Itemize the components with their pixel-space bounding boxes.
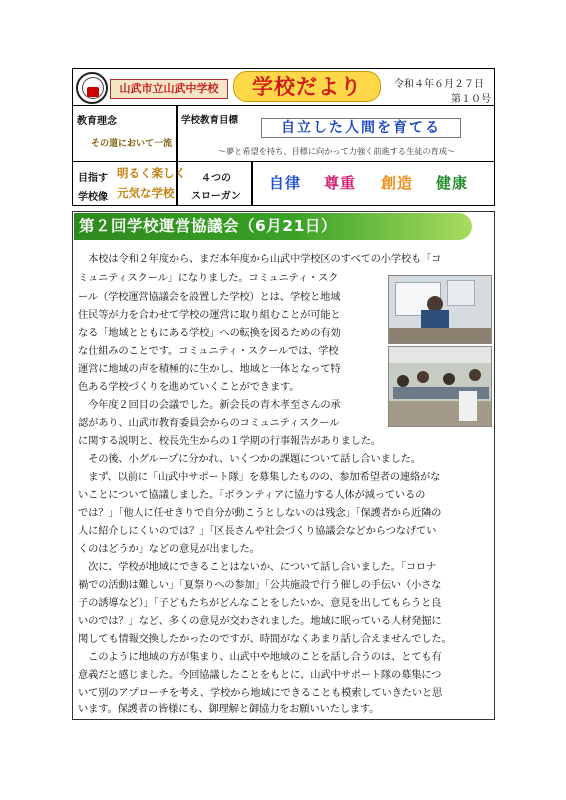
meeting-photo-groups (388, 346, 492, 427)
article-line: 次に、学校が地域にできることはないか、について話し合いました。「コロナ (78, 561, 437, 573)
goal-label: 学校教育目標 (181, 115, 239, 126)
article-line: な仕組みのことです。コミュニティ・スクールでは、学校 (78, 345, 339, 357)
article-line: に関する説明と、校長先生からの１学期の行事報告がありました。 (78, 435, 381, 447)
article-line: います。保護者の皆様にも、御理解と御協力をお願いいたします。 (78, 703, 380, 715)
slogan-souzou: 創造 (381, 174, 414, 192)
article-line: 住民等が力を合わせて学校の運営に取り組むことが可能と (78, 309, 341, 321)
issue-number: 第１０号 (451, 94, 491, 105)
header-goal-row (73, 106, 494, 162)
slogan-label-1: ４つの (201, 173, 231, 184)
newsletter-title: 学校だより (233, 71, 381, 102)
school-seal-icon (76, 72, 108, 104)
article-line: 関しても情報交換したかったのですが、時間がなくあまり話し合えませんでした。 (78, 633, 452, 645)
issue-date: 令和４年６月２７日 (394, 79, 484, 90)
article-line: 今年度２回目の会議でした。新会長の青木孝至さんの承 (78, 399, 341, 411)
ideal-label-1: 目指す (78, 173, 108, 184)
header-slogan-row (73, 162, 494, 205)
header-title-row (73, 69, 494, 106)
article-line: 色ある学校づくりを進めていくことができます。 (78, 381, 300, 393)
article-line: いて別のアプローチを考え、学校から地域にできることも模索していきたいと思 (78, 687, 443, 699)
slogan-sonchou: 尊重 (324, 174, 357, 192)
meeting-photo-presenter (388, 275, 492, 344)
article-line: 人に紹介しにくいのでは？」「区長さんや社会づくり協議会などからつなげてい (78, 525, 437, 537)
article-line: ール（学校運営協議会を設置した学校）とは、学校と地域 (78, 291, 341, 303)
article-line: その後、小グループに分かれ、いくつかの課題について話し合いました。 (78, 453, 421, 465)
slogan-kenkou: 健康 (436, 174, 469, 192)
ideal-value-1: 明るく楽しく (117, 166, 186, 180)
article-line: 本校は令和２年度から、まだ本年度から山武中学校区のすべての小学校も「コ (78, 253, 442, 265)
article-line: では？」「他人に任せきりで自分が動こうとしないのは残念」「保護者から近隣の (78, 507, 442, 519)
ideal-label-2: 学校像 (78, 192, 108, 203)
goal-main: 自立した人間を育てる (261, 118, 461, 138)
article-line: 子の誘導など）」「子どもたちがどんなことをしたいか、意見を出してもらうと良 (78, 597, 442, 609)
article-line: くのはどうか」などの意見が出ました。 (78, 543, 260, 555)
article-line: 意義だと感じました。今回協議したことをもとに、山武中サポート隊の募集につ (78, 669, 442, 681)
school-name: 山武市立山武中学校 (110, 79, 228, 99)
article-line: ミュニティスクール」になりました。コミュニティ・スク (78, 272, 339, 284)
goal-sub: ～夢と希望を持ち、目標に向かって力強く前進する生徒の育成～ (217, 146, 456, 156)
article-line: 運営に地域の声を積極的に生かし、地域と一体となって特 (78, 363, 341, 375)
article-line: まず、以前に「山武中サポート隊」を募集したものの、参加希望者の連絡がな (78, 471, 441, 483)
slogan-jiritsu: 自律 (269, 174, 302, 192)
philosophy-value: その道において一流 (91, 139, 173, 149)
article-line: 禍での活動は難しい」「夏祭りへの参加」「公共施設で行う催しの手伝い（小さな (78, 579, 442, 591)
article-line: いのでは？」など、多くの意見が交わされました。地域に眠っている人材発掘に (78, 615, 442, 627)
article-line: いことについて協議しました。「ボランティアに協力する人体が減っているの (78, 489, 426, 501)
article-line: 認があり、山武市教育委員会からのコミュニティスクール (78, 417, 340, 429)
newsletter-header (72, 68, 495, 206)
ideal-value-2: 元気な学校 (117, 186, 175, 200)
article-line: このように地域の方が集まり、山武中や地域のことを話し合うのは、とても有 (78, 651, 442, 663)
article-title: 第２回学校運営協議会（6月21日） (74, 213, 472, 240)
philosophy-label: 教育理念 (77, 116, 117, 127)
article-line: なる「地域とともにある学校」への転換を図るための有効 (78, 327, 341, 339)
slogan-label-2: スローガン (191, 191, 241, 202)
